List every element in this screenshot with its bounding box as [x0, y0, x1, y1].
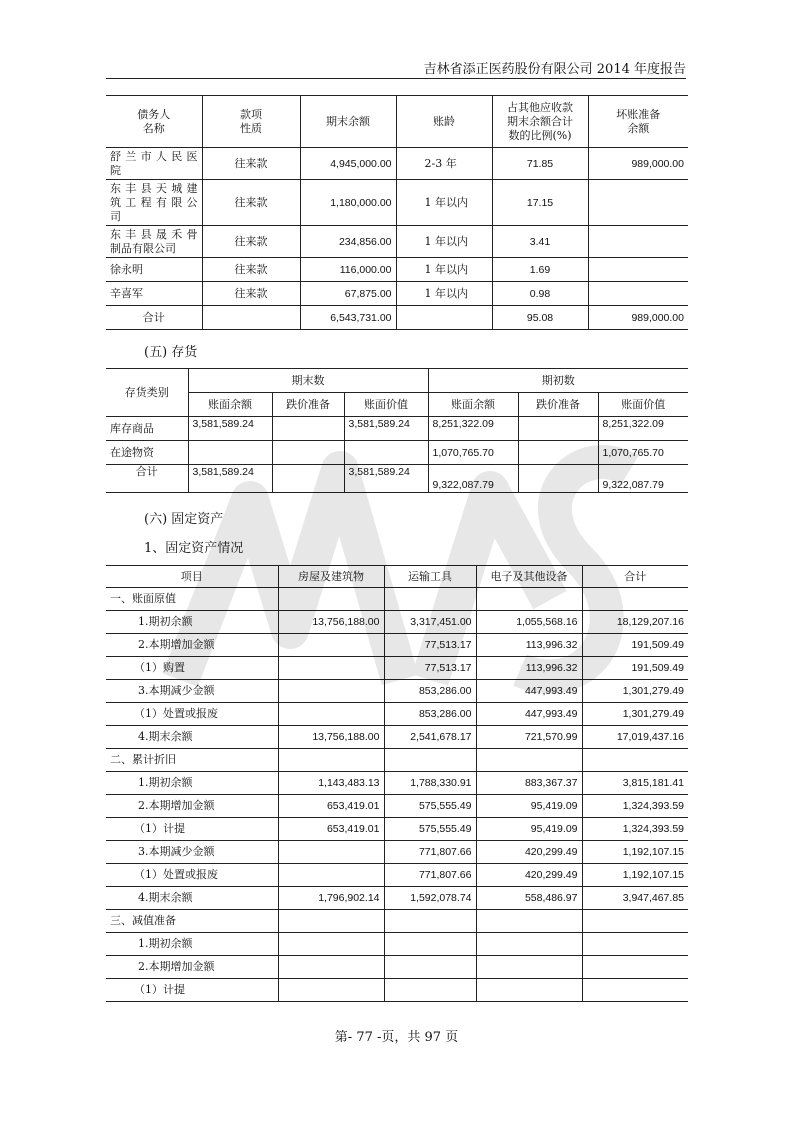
inventory-table	[106, 368, 688, 493]
fixed-assets-value: 721,570.99	[476, 726, 582, 749]
fixed-assets-value: 1,796,902.14	[278, 887, 384, 910]
fixed-assets-value	[278, 657, 384, 680]
debtors-table-header	[106, 96, 688, 148]
fixed-assets-value: 1,301,279.49	[582, 680, 688, 703]
fixed-assets-section-title: (六) 固定资产	[144, 512, 224, 527]
fixed-assets-value	[384, 588, 476, 611]
fixed-assets-value	[582, 956, 688, 979]
fixed-assets-value: 113,996.32	[476, 657, 582, 680]
fixed-assets-value: 853,286.00	[384, 703, 476, 726]
debtor-row	[106, 258, 688, 282]
fixed-assets-header-cell: 电子及其他设备	[476, 566, 582, 588]
fixed-assets-item-label: （1）处置或报废	[106, 703, 278, 726]
fixed-assets-row	[106, 795, 688, 818]
debtor-row	[106, 180, 688, 226]
header-line: 期末余额合计	[507, 114, 573, 128]
fixed-assets-value: 853,286.00	[384, 680, 476, 703]
fixed-assets-row	[106, 657, 688, 680]
fixed-assets-value	[582, 933, 688, 956]
fixed-assets-header-cell: 项目	[106, 566, 278, 588]
inventory-subheader-cell: 账面价值	[598, 393, 688, 417]
fixed-assets-row	[106, 680, 688, 703]
inventory-table-body	[106, 417, 688, 493]
fixed-assets-value: 13,756,188.00	[278, 611, 384, 634]
debtor-row	[106, 148, 688, 180]
inventory-subheader-cell: 账面价值	[344, 393, 428, 417]
fixed-assets-value	[582, 749, 688, 772]
inventory-subheader-cell: 跌价准备	[518, 393, 598, 417]
debtor-provision	[588, 282, 688, 306]
inventory-value: 8,251,322.09	[428, 417, 518, 441]
inventory-value: 1,070,765.70	[598, 441, 688, 465]
inventory-value	[518, 465, 598, 493]
fixed-assets-value	[278, 749, 384, 772]
debtor-row	[106, 282, 688, 306]
fixed-assets-value	[278, 910, 384, 933]
fixed-assets-item-label: 2.本期增加金额	[106, 795, 278, 818]
fixed-assets-value: 1,192,107.15	[582, 841, 688, 864]
debtor-ratio: 0.98	[492, 282, 588, 306]
header-line: 债务人	[137, 107, 171, 121]
fixed-assets-value	[278, 979, 384, 1002]
debtor-ratio: 17.15	[492, 180, 588, 226]
debtor-provision: 989,000.00	[588, 148, 688, 180]
total-balance: 6,543,731.00	[300, 306, 396, 330]
fixed-assets-value: 1,192,107.15	[582, 864, 688, 887]
inventory-value: 3,581,589.24	[344, 465, 428, 493]
fixed-assets-row	[106, 588, 688, 611]
fixed-assets-item-label: （1）处置或报废	[106, 864, 278, 887]
fixed-assets-item-label: 2.本期增加金额	[106, 634, 278, 657]
fixed-assets-value: 1,301,279.49	[582, 703, 688, 726]
fixed-assets-row	[106, 611, 688, 634]
fixed-assets-row	[106, 956, 688, 979]
debtor-nature: 往来款	[202, 180, 300, 226]
debtor-name	[106, 226, 202, 258]
fixed-assets-value	[278, 864, 384, 887]
fixed-assets-value	[278, 588, 384, 611]
fixed-assets-value: 1,592,078.74	[384, 887, 476, 910]
debtor-name-line: 舒兰市人民医	[110, 149, 198, 163]
fixed-assets-value: 113,996.32	[476, 634, 582, 657]
fixed-assets-header-cell: 运输工具	[384, 566, 476, 588]
fixed-assets-value: 191,509.49	[582, 634, 688, 657]
fixed-assets-value: 420,299.49	[476, 841, 582, 864]
debtor-provision	[588, 226, 688, 258]
debtor-age: 1 年以内	[396, 180, 492, 226]
fixed-assets-row	[106, 979, 688, 1002]
header-line: 余额	[627, 121, 650, 135]
page-footer: 第- 77 -页，共 97 页	[334, 1030, 459, 1045]
debtor-name-line: 徐永明	[110, 262, 143, 276]
debtors-header-cell	[396, 96, 492, 148]
fixed-assets-item-label: 4.期末余额	[106, 726, 278, 749]
inventory-value: 8,251,322.09	[598, 417, 688, 441]
fixed-assets-subtitle: 1、固定资产情况	[144, 541, 244, 556]
header-line: 坏账准备	[616, 107, 661, 121]
fixed-assets-value: 447,993.49	[476, 680, 582, 703]
debtor-name-line: 东丰县晟禾骨	[110, 227, 198, 241]
fixed-assets-header-cell: 房屋及建筑物	[278, 566, 384, 588]
fixed-assets-row	[106, 841, 688, 864]
header-line: 性质	[240, 121, 262, 135]
debtor-age: 1 年以内	[396, 282, 492, 306]
fixed-assets-item-label: （1）计提	[106, 979, 278, 1002]
fixed-assets-value: 18,129,207.16	[582, 611, 688, 634]
inventory-value: 1,070,765.70	[428, 441, 518, 465]
fixed-assets-row	[106, 749, 688, 772]
fixed-assets-value	[278, 703, 384, 726]
fixed-assets-header-cell: 合计	[582, 566, 688, 588]
fixed-assets-item-label: 一、账面原值	[106, 588, 278, 611]
debtor-nature: 往来款	[202, 258, 300, 282]
debtor-nature: 往来款	[202, 148, 300, 180]
total-label: 合计	[106, 306, 202, 330]
fixed-assets-item-label: 1.期初余额	[106, 772, 278, 795]
debtor-name-line: 东丰县天城建	[110, 181, 198, 195]
inventory-value	[518, 417, 598, 441]
fixed-assets-item-label: 3.本期减少金额	[106, 680, 278, 703]
fixed-assets-value: 575,555.49	[384, 795, 476, 818]
fixed-assets-item-label: （1）计提	[106, 818, 278, 841]
debtors-header-row	[106, 96, 688, 148]
inventory-section-title: (五) 存货	[144, 345, 198, 360]
debtor-age: 2-3 年	[396, 148, 492, 180]
header-line: 名称	[142, 121, 165, 135]
fixed-assets-value: 883,367.37	[476, 772, 582, 795]
debtor-name	[106, 258, 202, 282]
fixed-assets-value: 17,019,437.16	[582, 726, 688, 749]
fixed-assets-value: 95,419.09	[476, 818, 582, 841]
fixed-assets-value	[384, 749, 476, 772]
fixed-assets-value	[476, 956, 582, 979]
debtor-name	[106, 282, 202, 306]
debtor-balance: 4,945,000.00	[300, 148, 396, 180]
inventory-value	[272, 441, 344, 465]
header-line: 款项	[240, 107, 262, 121]
report-header-title: 吉林省添正医药股份有限公司 2014 年度报告	[423, 62, 686, 77]
debtor-name-line: 辛喜军	[110, 286, 143, 300]
fixed-assets-value	[582, 979, 688, 1002]
fixed-assets-row	[106, 887, 688, 910]
fixed-assets-item-label: 1.期初余额	[106, 933, 278, 956]
debtor-name	[106, 180, 202, 226]
debtor-balance: 67,875.00	[300, 282, 396, 306]
debtors-header-cell	[588, 96, 688, 148]
fixed-assets-value	[384, 910, 476, 933]
inventory-category: 合计	[106, 465, 188, 493]
fixed-assets-table	[106, 565, 688, 1002]
inventory-value	[518, 441, 598, 465]
debtor-balance: 234,856.00	[300, 226, 396, 258]
inventory-value	[188, 441, 272, 465]
inventory-row	[106, 417, 688, 441]
fixed-assets-value	[582, 910, 688, 933]
inventory-subheader-cell: 账面余额	[188, 393, 272, 417]
fixed-assets-value	[476, 979, 582, 1002]
fixed-assets-value	[476, 588, 582, 611]
inventory-subheader-cell: 账面余额	[428, 393, 518, 417]
fixed-assets-value	[278, 933, 384, 956]
total-ratio: 95.08	[492, 306, 588, 330]
fixed-assets-header-row	[106, 566, 688, 588]
fixed-assets-value	[384, 956, 476, 979]
inventory-value	[272, 417, 344, 441]
fixed-assets-value: 447,993.49	[476, 703, 582, 726]
debtor-name-line: 院	[110, 163, 121, 177]
debtor-name	[106, 148, 202, 180]
debtor-balance: 1,180,000.00	[300, 180, 396, 226]
fixed-assets-value: 95,419.09	[476, 795, 582, 818]
fixed-assets-item-label: 3.本期减少金额	[106, 841, 278, 864]
inventory-value	[272, 465, 344, 493]
fixed-assets-row	[106, 933, 688, 956]
fixed-assets-value	[278, 841, 384, 864]
debtor-age: 1 年以内	[396, 258, 492, 282]
fixed-assets-value	[476, 749, 582, 772]
fixed-assets-value: 1,788,330.91	[384, 772, 476, 795]
fixed-assets-value: 77,513.17	[384, 634, 476, 657]
fixed-assets-value	[476, 910, 582, 933]
debtors-total-row	[106, 306, 688, 330]
inventory-category: 库存商品	[106, 417, 188, 441]
inventory-row	[106, 441, 688, 465]
fixed-assets-value: 3,317,451.00	[384, 611, 476, 634]
debtor-provision	[588, 258, 688, 282]
inventory-value: 9,322,087.79	[598, 465, 688, 493]
fixed-assets-value: 420,299.49	[476, 864, 582, 887]
debtors-header-cell	[106, 96, 202, 148]
inventory-value: 3,581,589.24	[188, 465, 272, 493]
fixed-assets-row	[106, 864, 688, 887]
inventory-subheader-row	[106, 393, 688, 417]
fixed-assets-value	[278, 956, 384, 979]
fixed-assets-value	[582, 588, 688, 611]
fixed-assets-row	[106, 634, 688, 657]
fixed-assets-item-label: 三、减值准备	[106, 910, 278, 933]
debtor-balance: 116,000.00	[300, 258, 396, 282]
header-line: 数的比例(%)	[508, 128, 572, 142]
fixed-assets-row	[106, 726, 688, 749]
other-receivables-table	[106, 95, 688, 330]
inventory-value: 3,581,589.24	[344, 417, 428, 441]
inventory-begin-group-header: 期初数	[428, 369, 688, 393]
debtor-name-line: 筑工程有限公	[110, 195, 198, 209]
debtor-row	[106, 226, 688, 258]
inventory-row	[106, 465, 688, 493]
inventory-end-group-header: 期末数	[188, 369, 428, 393]
fixed-assets-value: 1,324,393.59	[582, 818, 688, 841]
fixed-assets-row	[106, 910, 688, 933]
fixed-assets-item-label: 2.本期增加金额	[106, 956, 278, 979]
total-empty	[396, 306, 492, 330]
debtor-name-line: 制品有限公司	[110, 241, 176, 255]
debtor-name-line: 司	[110, 209, 121, 223]
fixed-assets-value: 3,947,467.85	[582, 887, 688, 910]
fixed-assets-value	[278, 680, 384, 703]
debtor-provision	[588, 180, 688, 226]
debtors-table-body	[106, 148, 688, 330]
fixed-assets-row	[106, 818, 688, 841]
debtors-header-cell	[202, 96, 300, 148]
fixed-assets-value: 575,555.49	[384, 818, 476, 841]
header-line: 占其他应收款	[507, 100, 573, 114]
fixed-assets-value: 2,541,678.17	[384, 726, 476, 749]
debtor-nature: 往来款	[202, 282, 300, 306]
total-empty	[202, 306, 300, 330]
fixed-assets-value	[278, 634, 384, 657]
inventory-value	[344, 441, 428, 465]
debtor-ratio: 71.85	[492, 148, 588, 180]
header-line: 期末余额	[326, 114, 370, 128]
inventory-value: 9,322,087.79	[428, 465, 518, 493]
total-provision: 989,000.00	[588, 306, 688, 330]
debtor-ratio: 1.69	[492, 258, 588, 282]
fixed-assets-value: 1,324,393.59	[582, 795, 688, 818]
debtor-nature: 往来款	[202, 226, 300, 258]
fixed-assets-value: 771,807.66	[384, 864, 476, 887]
fixed-assets-value: 191,509.49	[582, 657, 688, 680]
fixed-assets-value: 653,419.01	[278, 818, 384, 841]
inventory-category: 在途物资	[106, 441, 188, 465]
fixed-assets-value	[384, 979, 476, 1002]
fixed-assets-table-body	[106, 588, 688, 1002]
header-line: 账龄	[433, 114, 455, 128]
fixed-assets-value: 771,807.66	[384, 841, 476, 864]
fixed-assets-value: 558,486.97	[476, 887, 582, 910]
fixed-assets-item-label: 4.期末余额	[106, 887, 278, 910]
fixed-assets-value: 653,419.01	[278, 795, 384, 818]
debtor-ratio: 3.41	[492, 226, 588, 258]
fixed-assets-value: 77,513.17	[384, 657, 476, 680]
inventory-subheader-cell: 跌价准备	[272, 393, 344, 417]
fixed-assets-value: 13,756,188.00	[278, 726, 384, 749]
fixed-assets-item-label: （1）购置	[106, 657, 278, 680]
fixed-assets-value	[476, 933, 582, 956]
debtor-age: 1 年以内	[396, 226, 492, 258]
inventory-category-header: 存货类别	[106, 369, 188, 417]
fixed-assets-item-label: 二、累计折旧	[106, 749, 278, 772]
debtors-header-cell	[300, 96, 396, 148]
inventory-value: 3,581,589.24	[188, 417, 272, 441]
fixed-assets-value: 1,143,483.13	[278, 772, 384, 795]
fixed-assets-value: 1,055,568.16	[476, 611, 582, 634]
fixed-assets-value	[384, 933, 476, 956]
debtors-header-cell	[492, 96, 588, 148]
fixed-assets-item-label: 1.期初余额	[106, 611, 278, 634]
fixed-assets-value: 3,815,181.41	[582, 772, 688, 795]
fixed-assets-row	[106, 772, 688, 795]
header-rule	[106, 78, 686, 79]
fixed-assets-row	[106, 703, 688, 726]
